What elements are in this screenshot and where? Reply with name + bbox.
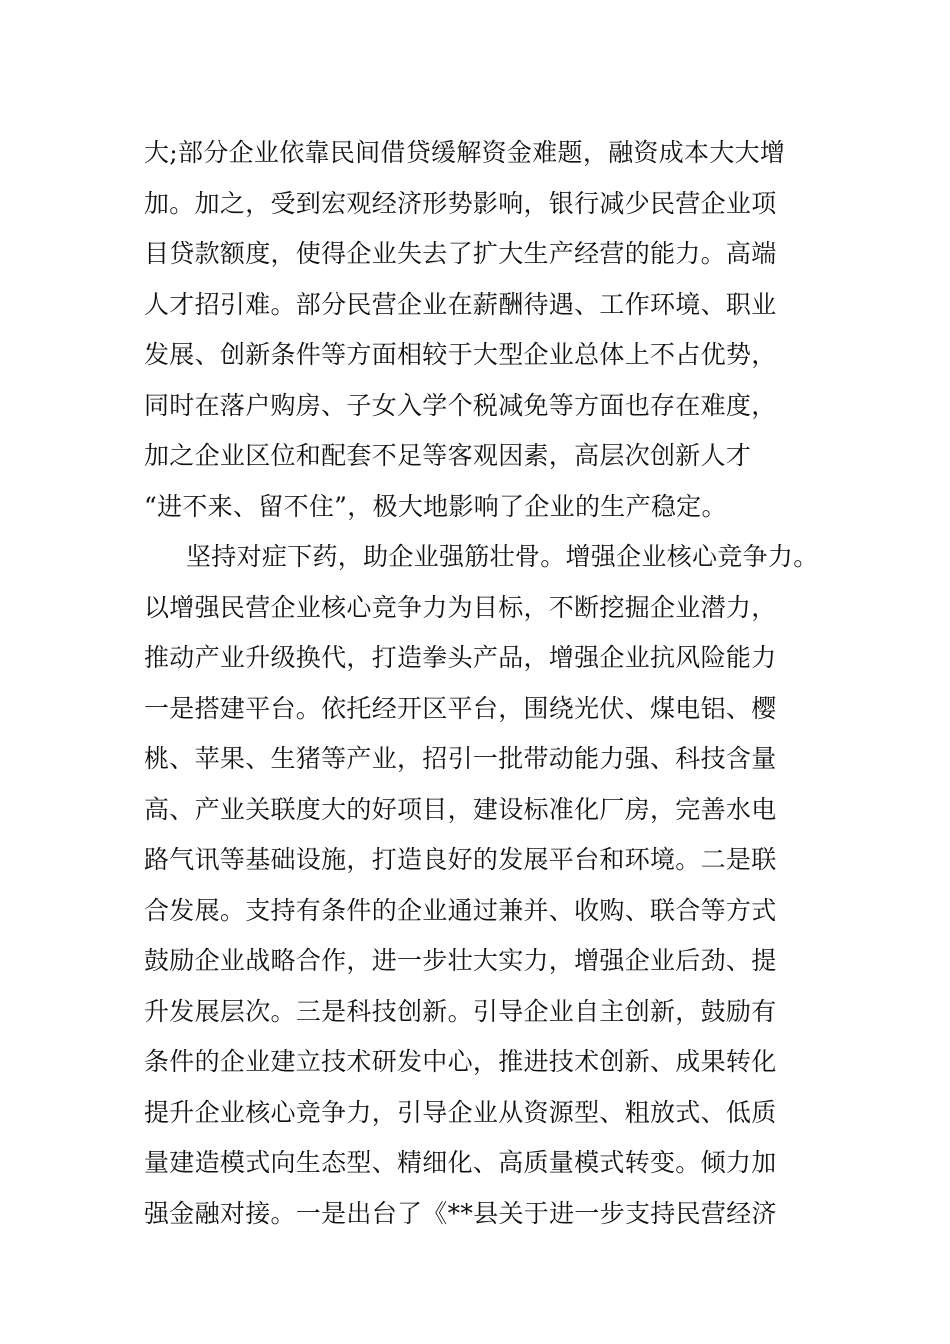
text-line-22: 强金融对接。一是出台了《**县关于进一步支持民营经济: [144, 1198, 777, 1228]
text-line-12: 一是搭建平台。依托经开区平台，围绕光伏、煤电铝、樱: [144, 693, 777, 723]
text-line-6: 同时在落户购房、子女入学个税减免等方面也存在难度，: [144, 390, 777, 420]
text-line-5: 发展、创新条件等方面相较于大型企业总体上不占优势，: [144, 340, 777, 369]
body-text: [144, 128, 844, 1239]
text-line-15: 路气讯等基础设施，打造良好的发展平台和环境。二是联: [144, 845, 777, 874]
text-line-14: 高、产业关联度大的好项目，建设标准化厂房，完善水电: [144, 794, 777, 824]
text-line-18: 升发展层次。三是科技创新。引导企业自主创新，鼓励有: [144, 996, 777, 1026]
text-line-1: 大;部分企业依靠民间借贷缓解资金难题，融资成本大大增: [144, 138, 786, 167]
text-line-21: 量建造模式向生态型、精细化、高质量模式转变。倾力加: [144, 1148, 777, 1177]
text-line-19: 条件的企业建立技术研发中心，推进技术创新、成果转化: [144, 1047, 777, 1076]
text-line-13: 桃、苹果、生猪等产业，招引一批带动能力强、科技含量: [144, 744, 777, 773]
text-line-8: “进不来、留不住”，极大地影响了企业的生产稳定。: [144, 491, 727, 521]
paragraph-start-line: 坚持对症下药，助企业强筋壮骨。增强企业核心竞争力。: [186, 542, 819, 571]
text-line-20: 提升企业核心竞争力，引导企业从资源型、粗放式、低质: [144, 1097, 777, 1127]
text-line-2: 加。加之，受到宏观经济形势影响，银行减少民营企业项: [144, 188, 777, 218]
text-line-7: 加之企业区位和配套不足等客观因素，高层次创新人才: [144, 441, 752, 470]
text-line-4: 人才招引难。部分民营企业在薪酬待遇、工作环境、职业: [144, 289, 777, 319]
text-line-3: 目贷款额度，使得企业失去了扩大生产经营的能力。高端: [144, 239, 777, 268]
text-line-17: 鼓励企业战略合作，进一步壮大实力，增强企业后劲、提: [144, 946, 777, 975]
text-line-11: 推动产业升级换代，打造拳头产品，增强企业抗风险能力: [144, 643, 777, 672]
text-line-16: 合发展。支持有条件的企业通过兼并、收购、联合等方式: [144, 895, 777, 925]
text-line-10: 以增强民营企业核心竞争力为目标，不断挖掘企业潜力，: [144, 592, 777, 622]
